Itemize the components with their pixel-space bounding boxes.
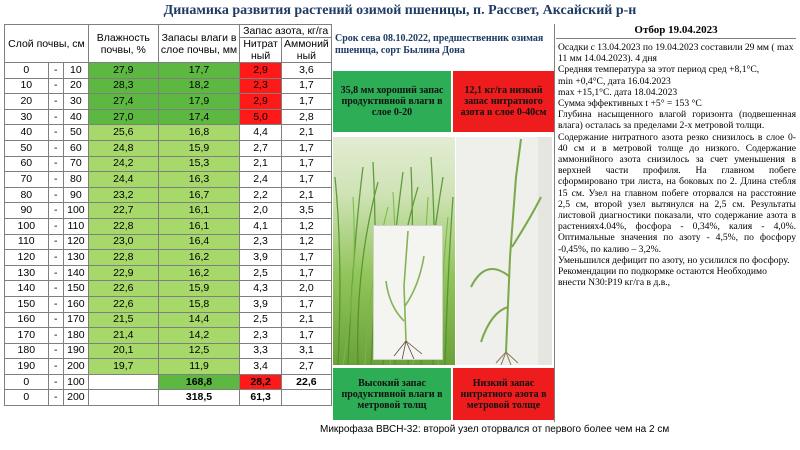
cell-moisture: 22,8 xyxy=(88,250,158,266)
cell-water: 16,8 xyxy=(158,125,240,141)
cell-dash: - xyxy=(48,265,63,281)
cell-from: 10 xyxy=(5,78,49,94)
cell-dash: - xyxy=(48,109,63,125)
cell-to: 110 xyxy=(63,218,88,234)
cell-nitrate: 3,9 xyxy=(240,250,281,266)
header-nitrogen: Запас азота, кг/га xyxy=(240,25,332,38)
cell-dash: - xyxy=(48,63,63,79)
cell-moisture: 22,6 xyxy=(88,296,158,312)
cell-to: 40 xyxy=(63,109,88,125)
table-row xyxy=(5,63,332,79)
cell-nitrate-total: 28,2 xyxy=(240,374,281,390)
cell-water: 11,9 xyxy=(158,359,240,375)
cell-water: 15,3 xyxy=(158,156,240,172)
table-row xyxy=(5,265,332,281)
cell-nitrate: 2,3 xyxy=(240,234,281,250)
cell-from: 40 xyxy=(5,125,49,141)
cell-nitrate: 3,4 xyxy=(240,359,281,375)
cell-nitrate: 2,9 xyxy=(240,63,281,79)
cell-from: 110 xyxy=(5,234,49,250)
cell-dash: - xyxy=(48,187,63,203)
cell-from: 190 xyxy=(5,359,49,375)
cell-dash: - xyxy=(48,296,63,312)
cell-water: 16,1 xyxy=(158,218,240,234)
cell-to: 10 xyxy=(63,63,88,79)
table-row xyxy=(5,328,332,344)
cell-moisture: 23,2 xyxy=(88,187,158,203)
soil-data-table xyxy=(4,24,332,406)
divider xyxy=(554,24,555,422)
table-row xyxy=(5,312,332,328)
cell-to: 160 xyxy=(63,296,88,312)
cell-water: 16,7 xyxy=(158,187,240,203)
cell-moisture: 20,1 xyxy=(88,343,158,359)
cell-moisture: 22,8 xyxy=(88,218,158,234)
cell-from: 0 xyxy=(5,63,49,79)
cell-ammonium: 2,1 xyxy=(281,125,331,141)
cell-to: 120 xyxy=(63,234,88,250)
cell-water: 15,9 xyxy=(158,140,240,156)
cell-ammonium-total: 22,6 xyxy=(281,374,331,390)
cell-nitrate: 2,7 xyxy=(240,140,281,156)
cell-dash: - xyxy=(48,140,63,156)
cell-from: 70 xyxy=(5,172,49,188)
cell-to: 170 xyxy=(63,312,88,328)
cell-to: 100 xyxy=(63,203,88,219)
sampling-notes xyxy=(558,42,796,288)
note-paragraph: Уменьшился дефицит по азоту, но усилился по фосфору. xyxy=(558,254,790,266)
cell-nitrate: 2,5 xyxy=(240,265,281,281)
note-paragraph: Глубина насыщенного влагой горизонта (подвешенная влага) осталась за пределами 2-х метровой толщи. xyxy=(558,109,796,132)
cell-dash: - xyxy=(48,156,63,172)
table-row xyxy=(5,94,332,110)
cell-nitrate: 2,5 xyxy=(240,312,281,328)
cell-moisture: 25,6 xyxy=(88,125,158,141)
cell-water: 14,4 xyxy=(158,312,240,328)
cell-ammonium: 1,7 xyxy=(281,94,331,110)
nitrogen-top-box: 12,1 кг/га низкий запас нитратного азота в слое 0-40см xyxy=(453,71,554,132)
cell-nitrate-total: 61,3 xyxy=(240,390,281,406)
table-row xyxy=(5,203,332,219)
cell-ammonium: 1,2 xyxy=(281,218,331,234)
cell-ammonium: 1,2 xyxy=(281,234,331,250)
cell-nitrate: 3,9 xyxy=(240,296,281,312)
table-row xyxy=(5,156,332,172)
page-title: Динамика развития растений озимой пшеницы, п. Рассвет, Аксайский р-н xyxy=(163,3,637,18)
note-paragraph: Осадки с 13.04.2023 по 19.04.2023 составили 29 мм ( max 11 мм 14.04.2023). 4 дня xyxy=(558,42,794,65)
cell-moisture: 28,3 xyxy=(88,78,158,94)
cell-nitrate: 2,3 xyxy=(240,328,281,344)
note-paragraph: Содержание нитратного азота резко снизилось в слое 0-40 см и в метровой толще до низкого. Содержание аммонийного азота снизилось за счет уменьшения в верхней части профиля. На главном побеге сформировано три листа, на боковых по 2. Длина стебля 15 см. Узел на главном побеге оторвался на расстояние 2,5 см, второй узел вытянулся на 2,5 см. Результаты листовой диагностики показали, что содержание азота в растениях4.04%, фосфора - 0,34%, калия - 4,0%. Оптимальные значения по азоту - 4,5%, по фосфору -0,45%, по калию – 3,2%. xyxy=(558,131,796,255)
cell-water: 16,2 xyxy=(158,265,240,281)
sowing-info: Срок сева 08.10.2022, предшественник озимая пшеница, сорт Былина Дона xyxy=(335,33,544,56)
cell-water-total: 318,5 xyxy=(158,390,240,406)
cell-from: 180 xyxy=(5,343,49,359)
table-row-total-100 xyxy=(5,374,332,390)
table-row xyxy=(5,109,332,125)
cell-ammonium-total xyxy=(281,390,331,406)
cell-to: 140 xyxy=(63,265,88,281)
cell-ammonium: 1,7 xyxy=(281,328,331,344)
cell-ammonium: 1,7 xyxy=(281,250,331,266)
cell-from: 0 xyxy=(5,374,49,390)
water-top-box: 35,8 мм хороший запас продуктивной влаги в слое 0-20 xyxy=(333,71,451,132)
cell-nitrate: 4,4 xyxy=(240,125,281,141)
cell-from: 0 xyxy=(5,390,49,406)
header-ammonium: Аммоний ный xyxy=(281,38,331,63)
cell-ammonium: 2,0 xyxy=(281,281,331,297)
cell-water: 16,2 xyxy=(158,250,240,266)
cell-nitrate: 2,4 xyxy=(240,172,281,188)
table-row xyxy=(5,140,332,156)
cell-from: 20 xyxy=(5,94,49,110)
cell-water: 17,7 xyxy=(158,63,240,79)
note-paragraph: Рекомендации по подкормке остаются Необходимо внести N30:P19 кг/га в д.в., xyxy=(558,266,767,289)
cell-to: 200 xyxy=(63,359,88,375)
table-row xyxy=(5,281,332,297)
note-paragraph: max +15,1°С. дата 18.04.2023 xyxy=(558,86,678,98)
note-paragraph: Средняя температура за этот период сред +8,1°С, xyxy=(558,64,760,76)
cell-ammonium: 2,7 xyxy=(281,359,331,375)
cell-from: 80 xyxy=(5,187,49,203)
cell-to: 50 xyxy=(63,125,88,141)
cell-moisture: 24,4 xyxy=(88,172,158,188)
cell-from: 160 xyxy=(5,312,49,328)
cell-moisture xyxy=(88,390,158,406)
sampling-title: Отбор 19.04.2023 xyxy=(556,24,796,39)
cell-moisture: 27,0 xyxy=(88,109,158,125)
cell-water: 12,5 xyxy=(158,343,240,359)
cell-water: 15,9 xyxy=(158,281,240,297)
cell-dash: - xyxy=(48,234,63,250)
cell-dash: - xyxy=(48,312,63,328)
cell-water: 16,4 xyxy=(158,234,240,250)
cell-moisture: 24,2 xyxy=(88,156,158,172)
table-row xyxy=(5,343,332,359)
cell-nitrate: 4,1 xyxy=(240,218,281,234)
cell-moisture: 22,7 xyxy=(88,203,158,219)
cell-moisture: 22,9 xyxy=(88,265,158,281)
wheat-plant-photo xyxy=(456,137,552,365)
cell-water: 17,4 xyxy=(158,109,240,125)
cell-nitrate: 3,3 xyxy=(240,343,281,359)
table-row xyxy=(5,234,332,250)
cell-ammonium: 1,7 xyxy=(281,78,331,94)
cell-to: 200 xyxy=(63,390,88,406)
cell-water: 14,2 xyxy=(158,328,240,344)
cell-moisture: 19,7 xyxy=(88,359,158,375)
cell-water: 16,1 xyxy=(158,203,240,219)
cell-moisture: 27,4 xyxy=(88,94,158,110)
cell-dash: - xyxy=(48,328,63,344)
cell-dash: - xyxy=(48,125,63,141)
cell-dash: - xyxy=(48,281,63,297)
cell-ammonium: 3,6 xyxy=(281,63,331,79)
note-paragraph: Сумма эффективных t +5° = 153 °С xyxy=(558,98,702,110)
cell-ammonium: 1,7 xyxy=(281,156,331,172)
cell-to: 90 xyxy=(63,187,88,203)
cell-moisture: 21,4 xyxy=(88,328,158,344)
header-moisture: Влажность почвы, % xyxy=(88,25,158,63)
cell-to: 60 xyxy=(63,140,88,156)
cell-moisture: 23,0 xyxy=(88,234,158,250)
cell-to: 180 xyxy=(63,328,88,344)
table-row xyxy=(5,187,332,203)
header-soil-layer: Слой почвы, см xyxy=(5,25,89,63)
water-bottom-box: Высокий запас продуктивной влаги в метровой толщ xyxy=(333,368,451,420)
cell-to: 100 xyxy=(63,374,88,390)
cell-from: 170 xyxy=(5,328,49,344)
cell-from: 100 xyxy=(5,218,49,234)
cell-nitrate: 2,0 xyxy=(240,203,281,219)
cell-ammonium: 2,1 xyxy=(281,187,331,203)
cell-nitrate: 4,3 xyxy=(240,281,281,297)
cell-dash: - xyxy=(48,94,63,110)
cell-from: 50 xyxy=(5,140,49,156)
cell-from: 90 xyxy=(5,203,49,219)
cell-nitrate: 2,2 xyxy=(240,187,281,203)
cell-to: 30 xyxy=(63,94,88,110)
cell-from: 150 xyxy=(5,296,49,312)
cell-to: 130 xyxy=(63,250,88,266)
cell-to: 70 xyxy=(63,156,88,172)
cell-moisture: 22,6 xyxy=(88,281,158,297)
cell-dash: - xyxy=(48,250,63,266)
cell-moisture: 21,5 xyxy=(88,312,158,328)
cell-to: 190 xyxy=(63,343,88,359)
cell-dash: - xyxy=(48,359,63,375)
cell-dash: - xyxy=(48,218,63,234)
cell-to: 20 xyxy=(63,78,88,94)
cell-water: 18,2 xyxy=(158,78,240,94)
nitrogen-bottom-box: Низкий запас нитратного азота в метровой толще xyxy=(453,368,554,420)
cell-moisture: 27,9 xyxy=(88,63,158,79)
cell-to: 150 xyxy=(63,281,88,297)
cell-ammonium: 3,1 xyxy=(281,343,331,359)
cell-ammonium: 1,7 xyxy=(281,140,331,156)
cell-nitrate: 2,3 xyxy=(240,78,281,94)
table-row xyxy=(5,359,332,375)
cell-water: 15,8 xyxy=(158,296,240,312)
table-row xyxy=(5,78,332,94)
cell-dash: - xyxy=(48,374,63,390)
cell-moisture: 24,8 xyxy=(88,140,158,156)
cell-ammonium: 1,7 xyxy=(281,296,331,312)
cell-from: 120 xyxy=(5,250,49,266)
table-row xyxy=(5,125,332,141)
cell-dash: - xyxy=(48,203,63,219)
wheat-seedling-photo xyxy=(373,225,443,360)
cell-nitrate: 2,1 xyxy=(240,156,281,172)
header-water: Запасы влаги в слое почвы, мм xyxy=(158,25,240,63)
cell-moisture xyxy=(88,374,158,390)
table-row xyxy=(5,218,332,234)
cell-ammonium: 2,8 xyxy=(281,109,331,125)
table-row xyxy=(5,250,332,266)
cell-nitrate: 5,0 xyxy=(240,109,281,125)
cell-ammonium: 1,7 xyxy=(281,265,331,281)
cell-dash: - xyxy=(48,390,63,406)
phase-note: Микрофаза ВВСН-32: второй узел оторвался от первого более чем на 2 см xyxy=(320,424,670,435)
cell-dash: - xyxy=(48,172,63,188)
cell-ammonium: 1,7 xyxy=(281,172,331,188)
cell-dash: - xyxy=(48,343,63,359)
table-row-total-200 xyxy=(5,390,332,406)
cell-ammonium: 3,5 xyxy=(281,203,331,219)
note-paragraph: min +0,4°С, дата 16.04.2023 xyxy=(558,75,671,87)
table-row xyxy=(5,296,332,312)
cell-water: 16,3 xyxy=(158,172,240,188)
cell-to: 80 xyxy=(63,172,88,188)
table-row xyxy=(5,172,332,188)
header-nitrate: Нитрат ный xyxy=(240,38,281,63)
cell-from: 140 xyxy=(5,281,49,297)
cell-from: 130 xyxy=(5,265,49,281)
cell-nitrate: 2,9 xyxy=(240,94,281,110)
cell-water: 17,9 xyxy=(158,94,240,110)
cell-ammonium: 2,1 xyxy=(281,312,331,328)
cell-from: 60 xyxy=(5,156,49,172)
cell-from: 30 xyxy=(5,109,49,125)
cell-dash: - xyxy=(48,78,63,94)
cell-water-total: 168,8 xyxy=(158,374,240,390)
